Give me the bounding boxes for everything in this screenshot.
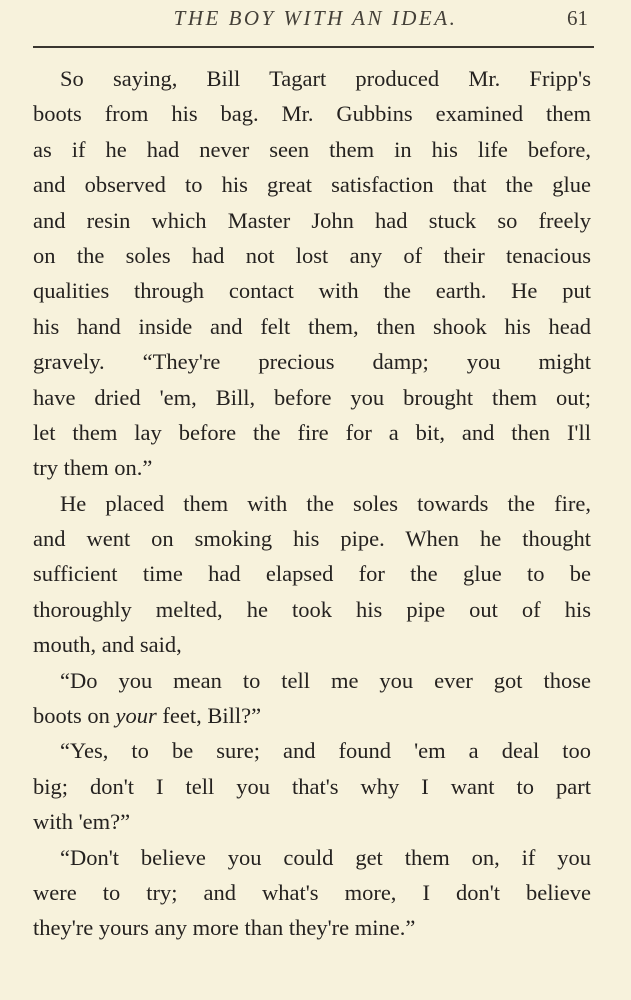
text-line: let them lay before the fire for a bit, and then I'll bbox=[33, 419, 591, 445]
text-line: were to try; and what's more, I don't believe bbox=[33, 879, 591, 905]
text-line: have dried 'em, Bill, before you brought them out; bbox=[33, 384, 591, 410]
text-run: feet, Bill?” bbox=[156, 703, 262, 729]
body-text bbox=[33, 61, 591, 946]
text-line: and resin which Master John had stuck so freely bbox=[33, 207, 591, 233]
text-line: big; don't I tell you that's why I want to part bbox=[33, 773, 591, 799]
text-line: sufficient time had elapsed for the glue to be bbox=[33, 561, 591, 587]
text-line: they're yours any more than they're mine.” bbox=[33, 915, 416, 941]
running-head bbox=[0, 4, 631, 38]
text-line: gravely. “They're precious damp; you might bbox=[33, 349, 591, 375]
emphasized-word: your bbox=[115, 703, 157, 729]
text-line bbox=[33, 698, 591, 733]
text-line: qualities through contact with the earth. He put bbox=[33, 278, 591, 304]
text-line: He placed them with the soles towards the fire, bbox=[60, 490, 591, 516]
text-line: “Don't believe you could get them on, if you bbox=[60, 844, 591, 870]
text-run: boots on bbox=[33, 703, 116, 729]
header-rule bbox=[33, 46, 594, 48]
text-line: mouth, and said, bbox=[33, 632, 182, 658]
text-line: try them on.” bbox=[33, 455, 153, 481]
text-line: his hand inside and felt them, then shook his head bbox=[33, 313, 591, 339]
text-line: “Do you mean to tell me you ever got those bbox=[60, 667, 591, 693]
text-line: thoroughly melted, he took his pipe out of his bbox=[33, 596, 591, 622]
text-line: with 'em?” bbox=[33, 809, 131, 835]
running-title: THE BOY WITH AN IDEA. bbox=[173, 6, 458, 30]
page-number: 61 bbox=[567, 6, 588, 30]
text-line: as if he had never seen them in his life before, bbox=[33, 136, 591, 162]
text-line: boots from his bag. Mr. Gubbins examined them bbox=[33, 101, 591, 127]
text-line: on the soles had not lost any of their tenacious bbox=[33, 242, 591, 268]
text-line: and went on smoking his pipe. When he thought bbox=[33, 526, 591, 552]
text-line: So saying, Bill Tagart produced Mr. Fripp's bbox=[60, 66, 591, 91]
text-line: “Yes, to be sure; and found 'em a deal too bbox=[60, 738, 591, 764]
text-line: and observed to his great satisfaction that the glue bbox=[33, 172, 591, 198]
